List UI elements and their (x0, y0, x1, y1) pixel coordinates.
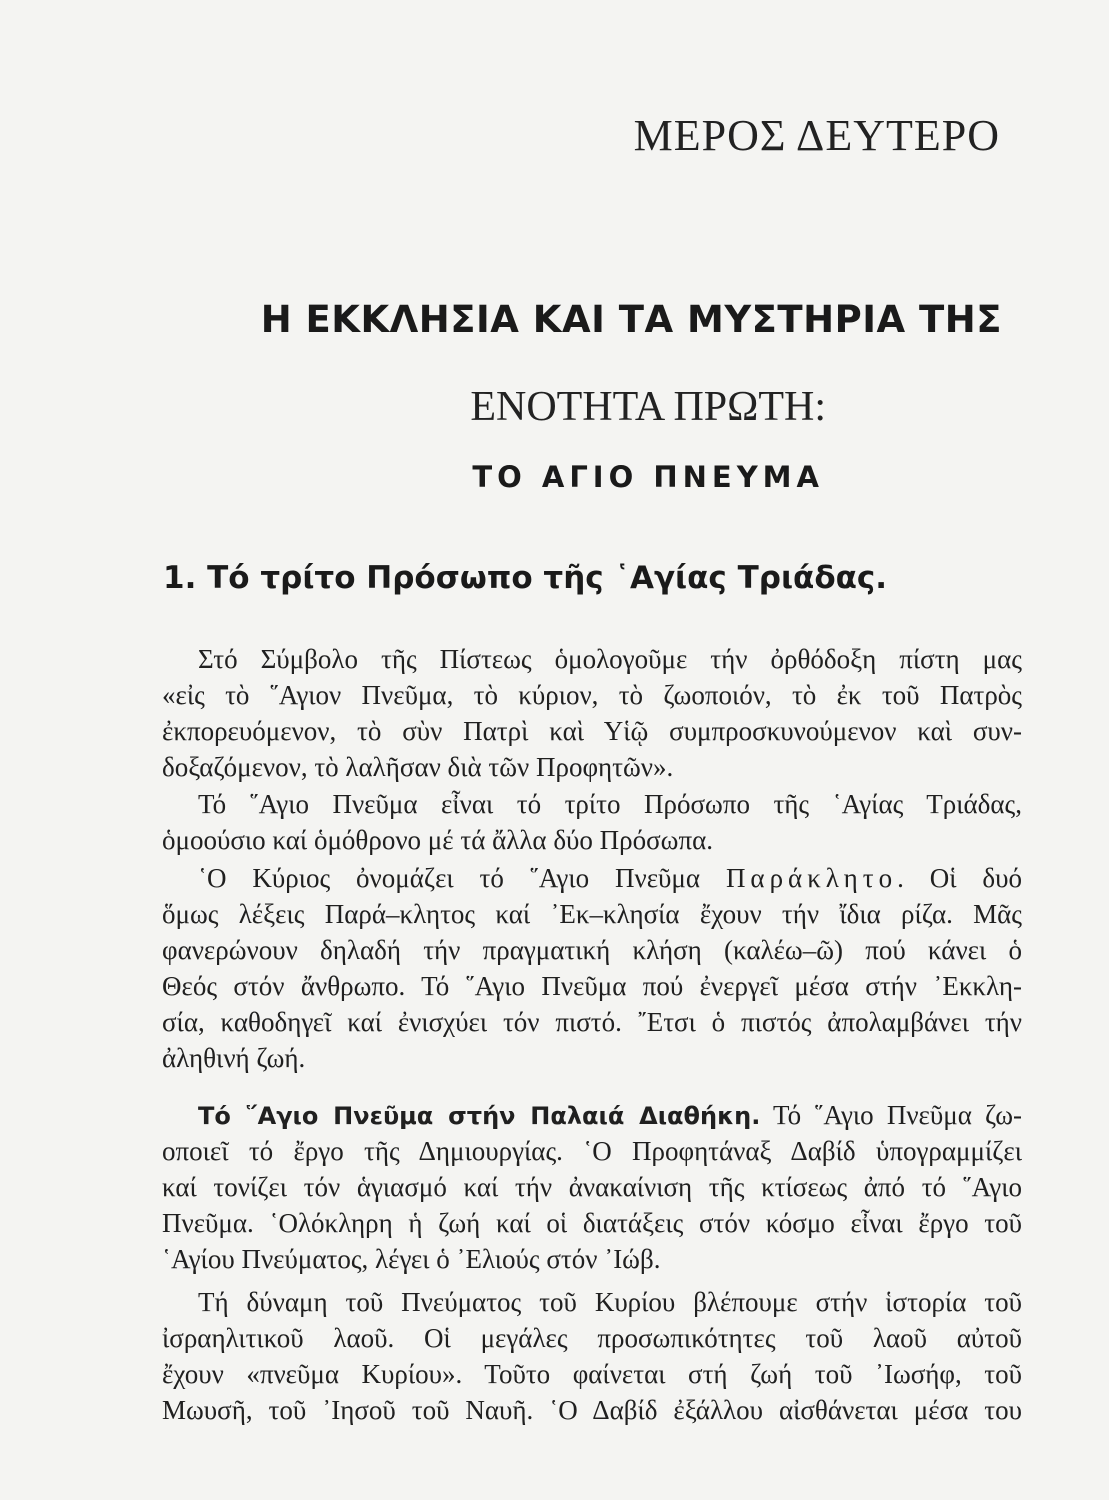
text-line: οποιεῖ τό ἔργο τῆς Δημιουργίας. ῾Ο Προφητάναξ Δαβίδ ὑπογραμμίζει (162, 1136, 1022, 1166)
text-line (162, 1097, 1022, 1133)
paragraph-israel (162, 1284, 1022, 1428)
text-line (162, 860, 1022, 896)
paragraph-old-testament (162, 1097, 1022, 1277)
text-line: «εἰς τὸ ῞Αγιον Πνεῦμα, τὸ κύριον, τὸ ζωοποιόν, τὸ ἐκ τοῦ Πατρὸς (162, 680, 1022, 710)
text-line: σία, καθοδηγεῖ καί ἐνισχύει τόν πιστό. ῎Ετσι ὁ πιστός ἀπολαμβάνει τήν (162, 1007, 1022, 1037)
text-line: δοξαζόμενον, τὸ λαλῆσαν διὰ τῶν Προφητῶν». (162, 752, 674, 782)
text-fragment: . Οἱ δυό (897, 863, 1023, 893)
unit-title: ΕΝΟΤΗΤΑ ΠΡΩΤΗ: (470, 384, 826, 430)
text-line: ἐκπορευόμενον, τὸ σὺν Πατρὶ καὶ Υἱῷ συμπροσκυνούμενον καὶ συν- (162, 716, 1022, 746)
text-line: Στό Σύμβολο τῆς Πίστεως ὁμολογοῦμε τήν ὀρθόδοξη πίστη μας (198, 644, 1022, 674)
text-line: Μωυσῆ, τοῦ ᾿Ιησοῦ τοῦ Ναυῆ. ῾Ο Δαβίδ ἐξάλλου αἰσθάνεται μέσα του (162, 1395, 1022, 1425)
text-line: Τό ῞Αγιο Πνεῦμα εἶναι τό τρίτο Πρόσωπο τῆς ῾Αγίας Τριάδας, (198, 789, 1022, 819)
section-title: ΤΟ ΑΓΙΟ ΠΝΕΥΜΑ (472, 460, 824, 494)
text-line: ἔχουν «πνεῦμα Κυρίου». Τοῦτο φαίνεται στή ζωή τοῦ ᾿Ιωσήφ, τοῦ (162, 1359, 1022, 1389)
subheading: Τό ῞Αγιο Πνεῦμα στήν Παλαιά Διαθήκη. (198, 1102, 761, 1130)
text-line: Πνεῦμα. ῾Ολόκληρη ἡ ζωή καί οἱ διατάξεις στόν κόσμο εἶναι ἔργο τοῦ (162, 1208, 1022, 1238)
paragraph-third-person (162, 786, 1022, 858)
text-fragment: ῾Ο Κύριος ὀνομάζει τό ῞Αγιο Πνεῦμα (198, 863, 701, 893)
text-line: φανερώνουν δηλαδή τήν πραγματική κλήση (καλέω–ῶ) πού κάνει ὁ (162, 935, 1022, 965)
chapter-heading: 1. Τό τρίτο Πρόσωπο τῆς ῾Αγίας Τριάδας. (163, 560, 888, 596)
text-line: Θεός στόν ἄνθρωπο. Τό ῞Αγιο Πνεῦμα πού ἐνεργεῖ μέσα στήν ᾿Εκκλη- (162, 971, 1022, 1001)
paragraph-paraclete (162, 860, 1022, 1076)
text-line: ἀληθινή ζωή. (162, 1043, 306, 1073)
text-fragment: Τό ῞Αγιο Πνεῦμα ζω- (760, 1100, 1022, 1130)
text-line: ἰσραηλιτικοῦ λαοῦ. Οἱ μεγάλες προσωπικότητες τοῦ λαοῦ αὐτοῦ (162, 1323, 1022, 1353)
text-line: ὅμως λέξεις Παρά–κλητος καί ᾿Εκ–κλησία ἔχουν τήν ἴδια ρίζα. Μᾶς (162, 899, 1022, 929)
text-line: Τή δύναμη τοῦ Πνεύματος τοῦ Κυρίου βλέπουμε στήν ἱστορία τοῦ (198, 1287, 1022, 1317)
part-title: ΜΕΡΟΣ ΔΕΥΤΕΡΟ (633, 111, 1000, 160)
emphasized-term: Παράκλητο (725, 863, 898, 893)
main-title: Η ΕΚΚΛΗΣΙΑ ΚΑΙ ΤΑ ΜΥΣΤΗΡΙΑ ΤΗΣ (260, 298, 1002, 341)
text-line: καί τονίζει τόν ἁγιασμό καί τήν ἀνακαίνιση τῆς κτίσεως ἀπό τό ῞Αγιο (162, 1172, 1022, 1202)
text-line: ὁμοούσιο καί ὁμόθρονο μέ τά ἄλλα δύο Πρόσωπα. (162, 825, 713, 855)
text-line: ῾Αγίου Πνεύματος, λέγει ὁ ᾿Ελιούς στόν ᾿Ιώβ. (162, 1244, 661, 1274)
paragraph-creed (162, 641, 1022, 785)
